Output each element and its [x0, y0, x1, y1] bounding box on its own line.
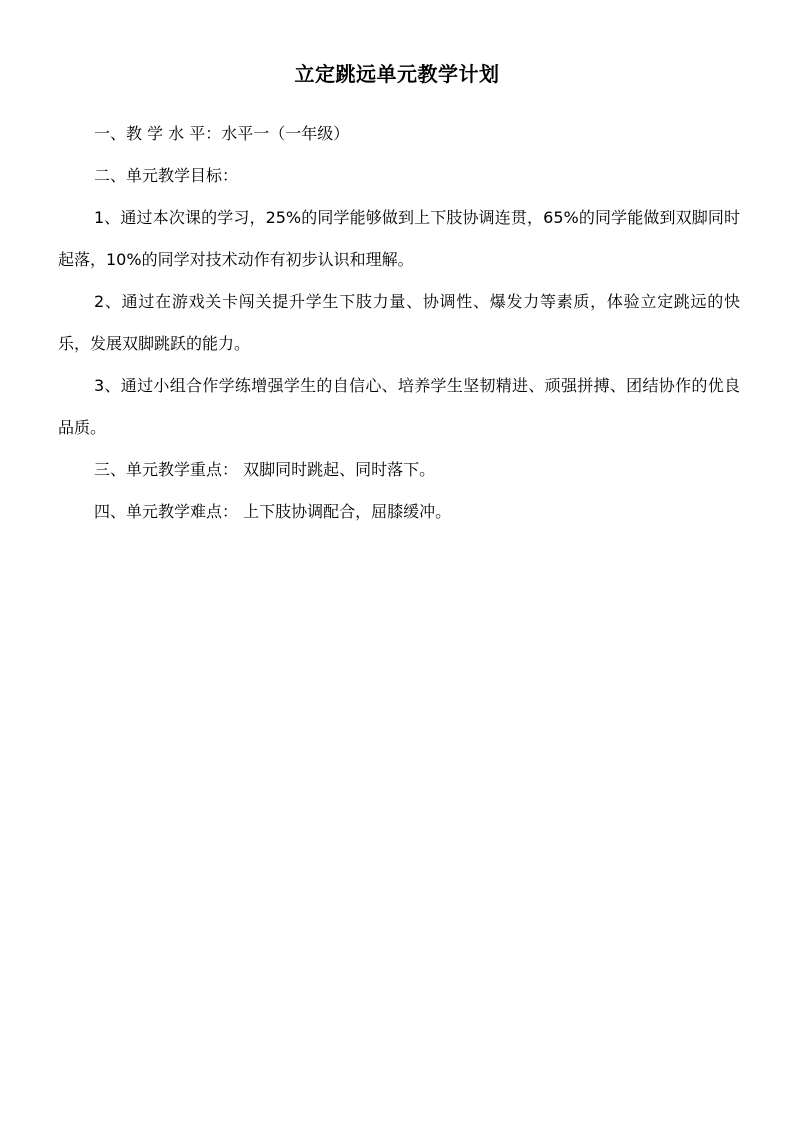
- unit-goals-heading: 二、单元教学目标：: [94, 166, 239, 185]
- document-title: 立定跳远单元教学计划: [294, 62, 500, 86]
- unit-difficulties: 四、单元教学难点： 上下肢协调配合，屈膝缓冲。: [94, 502, 452, 521]
- goal-item-3: 3、通过小组合作学练增强学生的自信心、培养学生坚韧精进、顽强拼搏、团结协作的优良品质。: [58, 376, 740, 437]
- teaching-level-line: 一、教 学 水 平：水平一（一年级）: [94, 124, 350, 143]
- goal-item-1: 1、通过本次课的学习，25%的同学能够做到上下肢协调连贯，65%的同学能做到双脚同时起落，10%的同学对技术动作有初步认识和理解。: [58, 208, 740, 269]
- goal-item-2: 2、通过在游戏关卡闯关提升学生下肢力量、协调性、爆发力等素质，体验立定跳远的快乐，发展双脚跳跃的能力。: [58, 292, 740, 353]
- unit-key-points: 三、单元教学重点： 双脚同时跳起、同时落下。: [94, 460, 436, 479]
